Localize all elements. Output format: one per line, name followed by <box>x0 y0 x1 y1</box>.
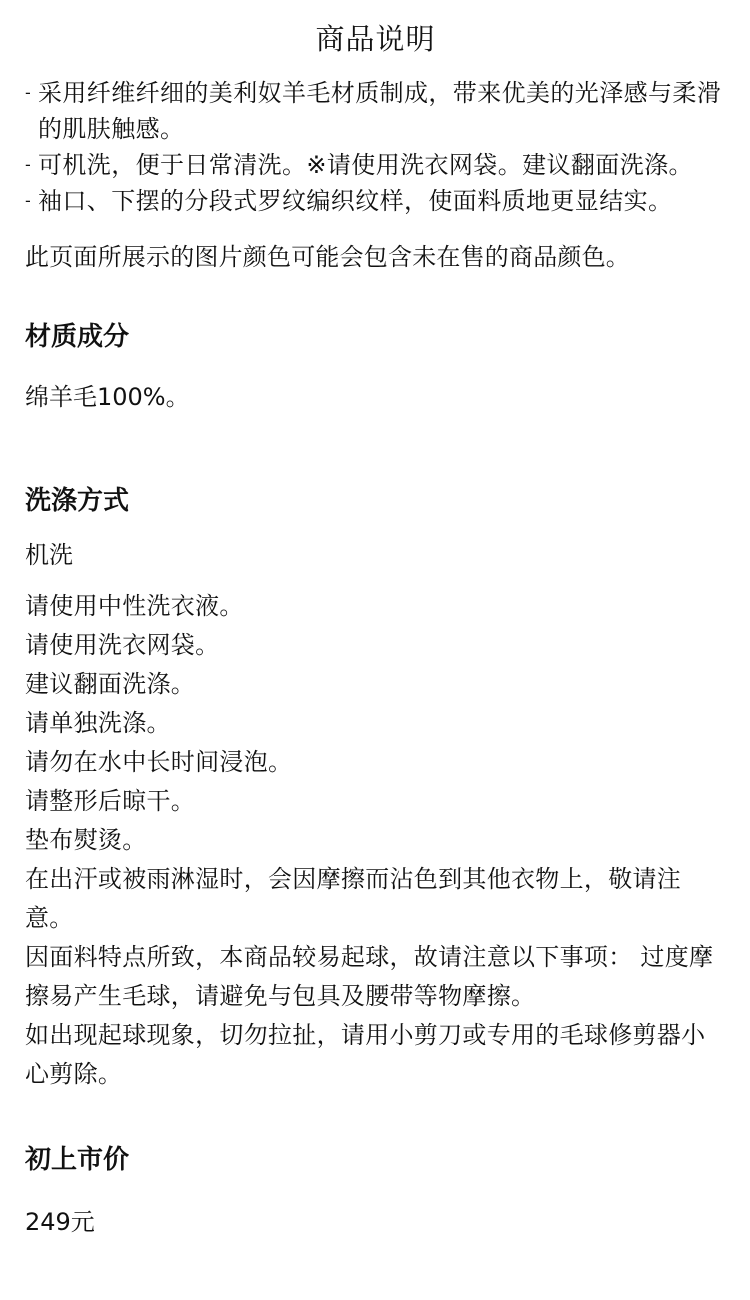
bullet-mark: - <box>25 191 32 210</box>
feature-item <box>25 147 726 183</box>
washing-method: 机洗 <box>25 541 73 569</box>
price-value: 249元 <box>25 1208 95 1236</box>
feature-item <box>25 183 726 219</box>
care-item: 如出现起球现象，切勿拉扯，请用小剪刀或专用的毛球修剪器小心剪除。 <box>25 1021 706 1088</box>
material-heading: 材质成分 <box>25 322 130 352</box>
washing-heading: 洗涤方式 <box>25 486 130 516</box>
material-text: 绵羊毛100%。 <box>25 383 190 411</box>
feature-text: 可机洗，便于日常清洗。※请使用洗衣网袋。建议翻面洗涤。 <box>38 151 693 179</box>
bullet-mark: - <box>25 155 32 174</box>
care-item: 垫布熨烫。 <box>25 826 147 854</box>
care-instructions <box>25 587 726 1094</box>
feature-text: 袖口、下摆的分段式罗纹编织纹样，使面料质地更显结实。 <box>38 187 673 215</box>
care-item: 建议翻面洗涤。 <box>25 670 196 698</box>
care-item: 请使用洗衣网袋。 <box>25 631 220 659</box>
price-heading: 初上市价 <box>25 1145 130 1175</box>
care-item: 请使用中性洗衣液。 <box>25 592 244 620</box>
care-item: 请勿在水中长时间浸泡。 <box>25 748 293 776</box>
feature-text: 采用纤维纤细的美利奴羊毛材质制成，带来优美的光泽感与柔滑的肌肤触感。 <box>38 79 722 143</box>
care-item: 请整形后晾干。 <box>25 787 196 815</box>
feature-list <box>25 75 726 219</box>
care-item: 请单独洗涤。 <box>25 709 171 737</box>
bullet-mark: - <box>25 83 32 102</box>
care-item: 在出汗或被雨淋湿时，会因摩擦而沾色到其他衣物上，敬请注意。 <box>25 865 682 932</box>
color-disclaimer: 此页面所展示的图片颜色可能会包含未在售的商品颜色。 <box>25 243 630 271</box>
care-item: 因面料特点所致，本商品较易起球，故请注意以下事项： 过度摩擦易产生毛球，请避免与包具及腰带等物摩擦。 <box>25 943 714 1010</box>
page-title: 商品说明 <box>315 22 436 56</box>
feature-item <box>25 75 726 147</box>
